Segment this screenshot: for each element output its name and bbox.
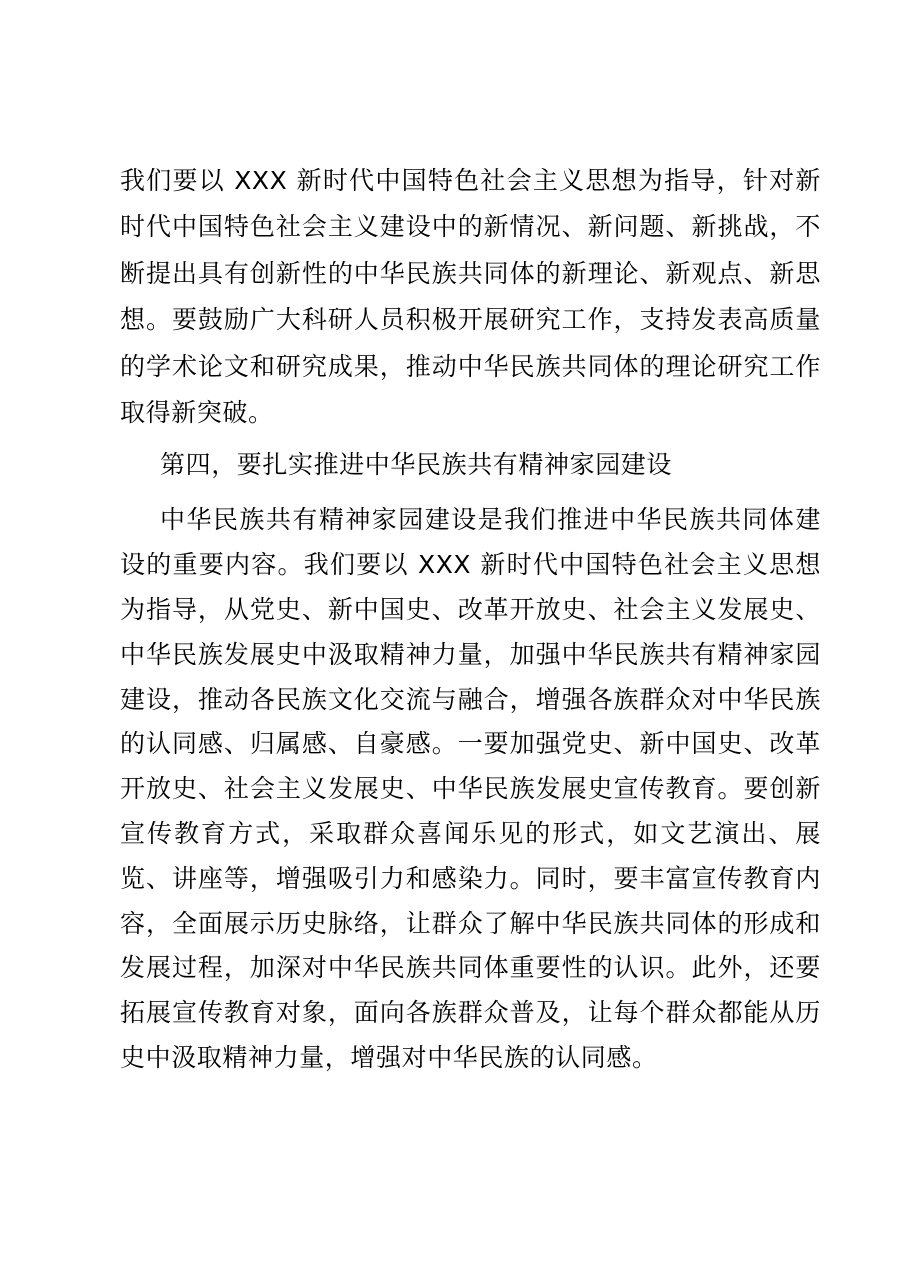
section-heading: 第四，要扎实推进中华民族共有精神家园建设 — [160, 450, 673, 480]
paragraph-continued: 我们要以 XXX 新时代中国特色社会主义思想为指导，针对新时代中国特色社会主义建设中的新情况、新问题、新挑战，不断提出具有创新性的中华民族共同体的新理论、新观点、新思想。要鼓励广大科研人员积极开展研究工作，支持发表高质量的学术论文和研究成果，推动中华民族共同体的理论研究工作取得新突破。 — [120, 166, 821, 428]
paragraph-body: 中华民族共有精神家园建设是我们推进中华民族共同体建设的重要内容。我们要以 XXX 新时代中国特色社会主义思想为指导，从党史、新中国史、改革开放史、社会主义发展史、中华民族发展史中汲取精神力量，加强中华民族共有精神家园建设，推动各民族文化交流与融合，增强各族群众对中华民族的认同感、归属感、自豪感。一要加强党史、新中国史、改革开放史、社会主义发展史、中华民族发展史宣传教育。要创新宣传教育方式，采取群众喜闻乐见的形式，如文艺演出、展览、讲座等，增强吸引力和感染力。同时，要丰富宣传教育内容，全面展示历史脉络，让群众了解中华民族共同体的形成和发展过程，加深对中华民族共同体重要性的认识。此外，还要拓展宣传教育对象，面向各族群众普及，让每个群众都能从历史中汲取精神力量，增强对中华民族的认同感。 — [120, 505, 821, 1072]
